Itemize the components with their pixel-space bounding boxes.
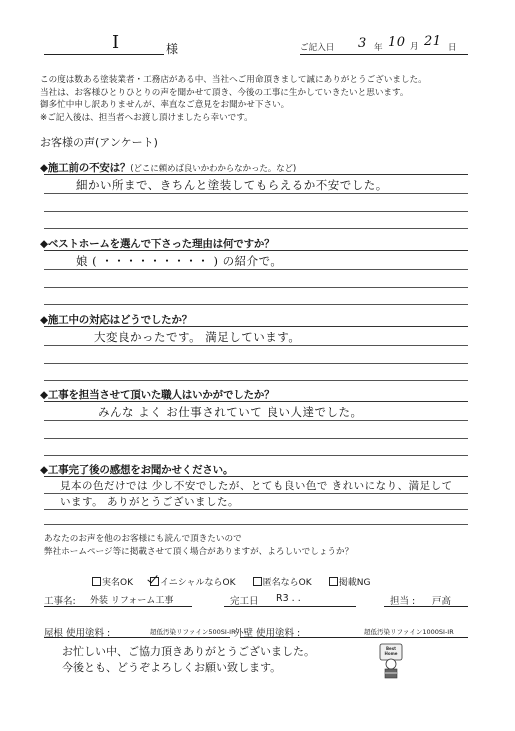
customer-name-value: I [112, 32, 120, 53]
answer-box-2 [44, 250, 468, 305]
staff-value: 戸高 [432, 596, 452, 607]
checkbox[interactable] [253, 577, 262, 586]
day-unit: 日 [448, 43, 457, 53]
question-1 [40, 160, 296, 175]
question-text: ◆工事完了後の感想をお聞かせください。 [40, 464, 234, 476]
answer-line: 大変良かったです。 満足しています。 [94, 330, 301, 344]
month-unit: 月 [410, 42, 419, 52]
option-anonymous[interactable]: 匿名ならOK [253, 575, 312, 588]
svg-text:Best: Best [385, 646, 397, 651]
intro-line: ※ご記入後は、担当者へお渡し頂けましたら幸いです。 [40, 112, 253, 123]
question-note: (どこに頼めば良いかわからなかった。など) [130, 164, 297, 174]
closing-line: 今後とも、どうぞよろしくお願い致します。 [62, 661, 282, 674]
checkbox[interactable] [329, 577, 338, 586]
answer-line: 見本の色だけでは 少し不安でしたが、とても良い色で きれいになり、満足して [60, 480, 453, 492]
wall-paint-label: 外壁 使用塗料 : [234, 628, 301, 639]
answer-line: みんな よく お仕事されていて 良い人達でした。 [98, 405, 363, 419]
svg-text:Home: Home [384, 651, 398, 656]
date-year: 3 [358, 36, 367, 51]
option-initials[interactable]: イニシャルならOK [150, 575, 235, 588]
work-name-value: 外装 リフォーム工事 [90, 596, 174, 606]
year-unit: 年 [374, 43, 383, 53]
checkbox-checked[interactable] [150, 577, 159, 586]
paint-info [44, 624, 468, 638]
option-no-publish[interactable]: 掲載NG [329, 575, 371, 588]
work-name-label: 工事名: [44, 596, 76, 607]
question-2 [40, 236, 274, 251]
consent-options [92, 570, 432, 589]
section-title: お客様の声(アンケート) [40, 136, 158, 149]
consent-line: あなたのお声を他のお客様にも読んで頂きたいので [44, 534, 242, 544]
question-5 [40, 462, 233, 477]
date-field [300, 34, 468, 54]
intro-text [40, 74, 480, 124]
question-3 [40, 312, 192, 327]
question-text: ◆施工中の対応はどうでしたか？ [40, 314, 193, 326]
consent-text [44, 533, 353, 558]
roof-paint-label: 屋根 使用塗料 : [44, 628, 111, 639]
answer-line: 娘 ( ・・・・・・・・・ ) の紹介で。 [76, 254, 283, 268]
question-4 [40, 387, 274, 402]
intro-line: 御多忙中申し訳ありませんが、率直なご意見をお聞かせ下さい。 [40, 100, 290, 111]
intro-line: この度は数ある塗装業者・工務店がある中、当社へご用命頂きまして誠にありがとうございました。 [40, 75, 427, 85]
date-label: ご記入日 [300, 43, 335, 53]
completion-label: 完工日 [230, 596, 259, 607]
staff-label: 担当 : [390, 596, 416, 607]
question-text: ◆工事を担当させて頂いた職人はいかがでしたか？ [40, 389, 275, 401]
completion-value: R3 . . [276, 593, 301, 604]
date-month: 10 [388, 35, 406, 50]
best-home-logo [376, 642, 406, 680]
roof-paint-value: 超低汚染リファイン500SI-IR [150, 628, 236, 636]
consent-line: 弊社ホームページ等に掲載させて頂く場合がありますが、よろしいでしょうか？ [44, 546, 354, 557]
answer-box-1 [44, 174, 468, 229]
answer-box-4 [44, 401, 468, 456]
wall-paint-value: 超低汚染リファイン1000SI-IR [364, 628, 454, 636]
answer-line: 細かい所まで、きちんと塗装してもらえるか不安でした。 [76, 178, 388, 192]
question-text: ◆施工前の不安は？ [40, 162, 131, 174]
customer-name-field [44, 32, 164, 55]
closing-line: お忙しい中、ご協力頂きありがとうございました。 [62, 645, 315, 658]
answer-line: います。 ありがとうございました。 [60, 496, 239, 508]
answer-box-3 [44, 326, 468, 381]
honorific: 様 [166, 42, 179, 56]
closing-message [62, 644, 315, 676]
option-real-name[interactable]: 実名OK [92, 575, 133, 588]
date-day: 21 [424, 34, 442, 49]
checkbox[interactable] [92, 577, 101, 586]
answer-box-5 [44, 476, 468, 525]
question-text: ◆ベストホームを選んで下さった理由は何ですか？ [40, 238, 275, 250]
intro-line: 当社は、お客様ひとりひとりの声を聞かせて頂き、今後の工事に生かしていきたいと思います。 [40, 87, 409, 98]
work-info [44, 592, 468, 607]
